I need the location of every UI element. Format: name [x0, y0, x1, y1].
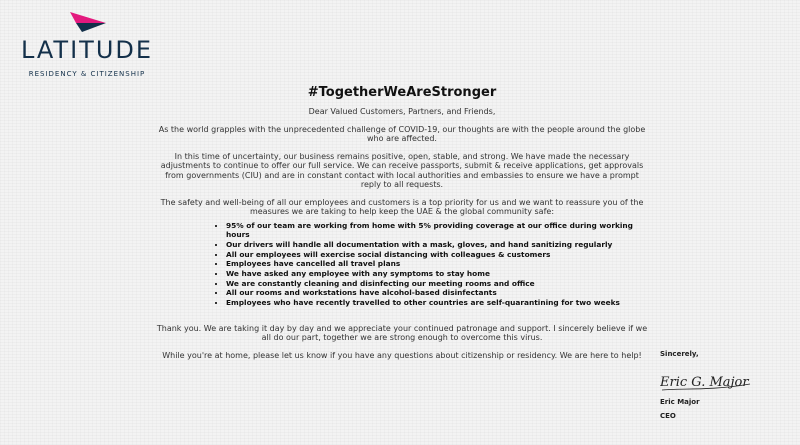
- closing-paragraph: Thank you. We are taking it day by day and we appreciate your continued patronage and support. I sincerely believe if we all do our part, together we are strong enough to overcome this virus.: [156, 323, 648, 343]
- sign-off: Sincerely,: [660, 350, 699, 358]
- paragraph: The safety and well-being of all our employees and customers is a top priority for us and we want to reassure you of the measures we are taking to help keep the UAE & the global community safe:: [160, 197, 644, 216]
- list-item: All our rooms and workstations have alcohol-based disinfectants: [226, 288, 649, 298]
- latitude-logo: [12, 12, 162, 78]
- greeting: Dear Valued Customers, Partners, and Friends,: [308, 107, 496, 116]
- list-item: We are constantly cleaning and disinfecting our meeting rooms and office: [226, 279, 649, 289]
- signer-name: Eric Major: [660, 398, 700, 406]
- logo-wordmark: LATITUDE: [20, 36, 154, 64]
- signature-block: [660, 350, 760, 420]
- list-item: 95% of our team are working from home with 5% providing coverage at our office during working hours: [226, 221, 649, 240]
- measures-list: [155, 221, 649, 308]
- letter-body: [155, 85, 649, 368]
- triangle-logo-icon: [70, 12, 106, 34]
- letter-heading: #TogetherWeAreStronger: [307, 85, 497, 100]
- list-item: Our drivers will handle all documentation with a mask, gloves, and hand sanitizing regularly: [226, 240, 649, 250]
- closing-paragraph: While you're at home, please let us know if you have any questions about citizenship or residency. We are here to help!: [162, 350, 642, 360]
- signer-title: CEO: [660, 412, 676, 420]
- handwritten-signature-icon: [660, 366, 760, 394]
- paragraph: In this time of uncertainty, our business remains positive, open, stable, and strong. We have made the necessary adjustments to continue to offer our full service. We can receive passports, submit & receive applications, get approvals from governments (CIU) and are in constant contact with local authorities and embassies to ensure we have a prompt reply to all requests.: [160, 151, 644, 189]
- list-item: Employees who have recently travelled to other countries are self-quarantining for two weeks: [226, 298, 649, 308]
- signature-text: Eric G. Major: [660, 375, 749, 390]
- list-item: We have asked any employee with any symptoms to stay home: [226, 269, 649, 279]
- list-item: Employees have cancelled all travel plans: [226, 259, 649, 269]
- paragraph: As the world grapples with the unprecedented challenge of COVID-19, our thoughts are with the people around the globe who are affected.: [158, 124, 646, 143]
- list-item: All our employees will exercise social distancing with colleagues & customers: [226, 250, 649, 260]
- logo-tagline: RESIDENCY & CITIZENSHIP: [28, 70, 146, 78]
